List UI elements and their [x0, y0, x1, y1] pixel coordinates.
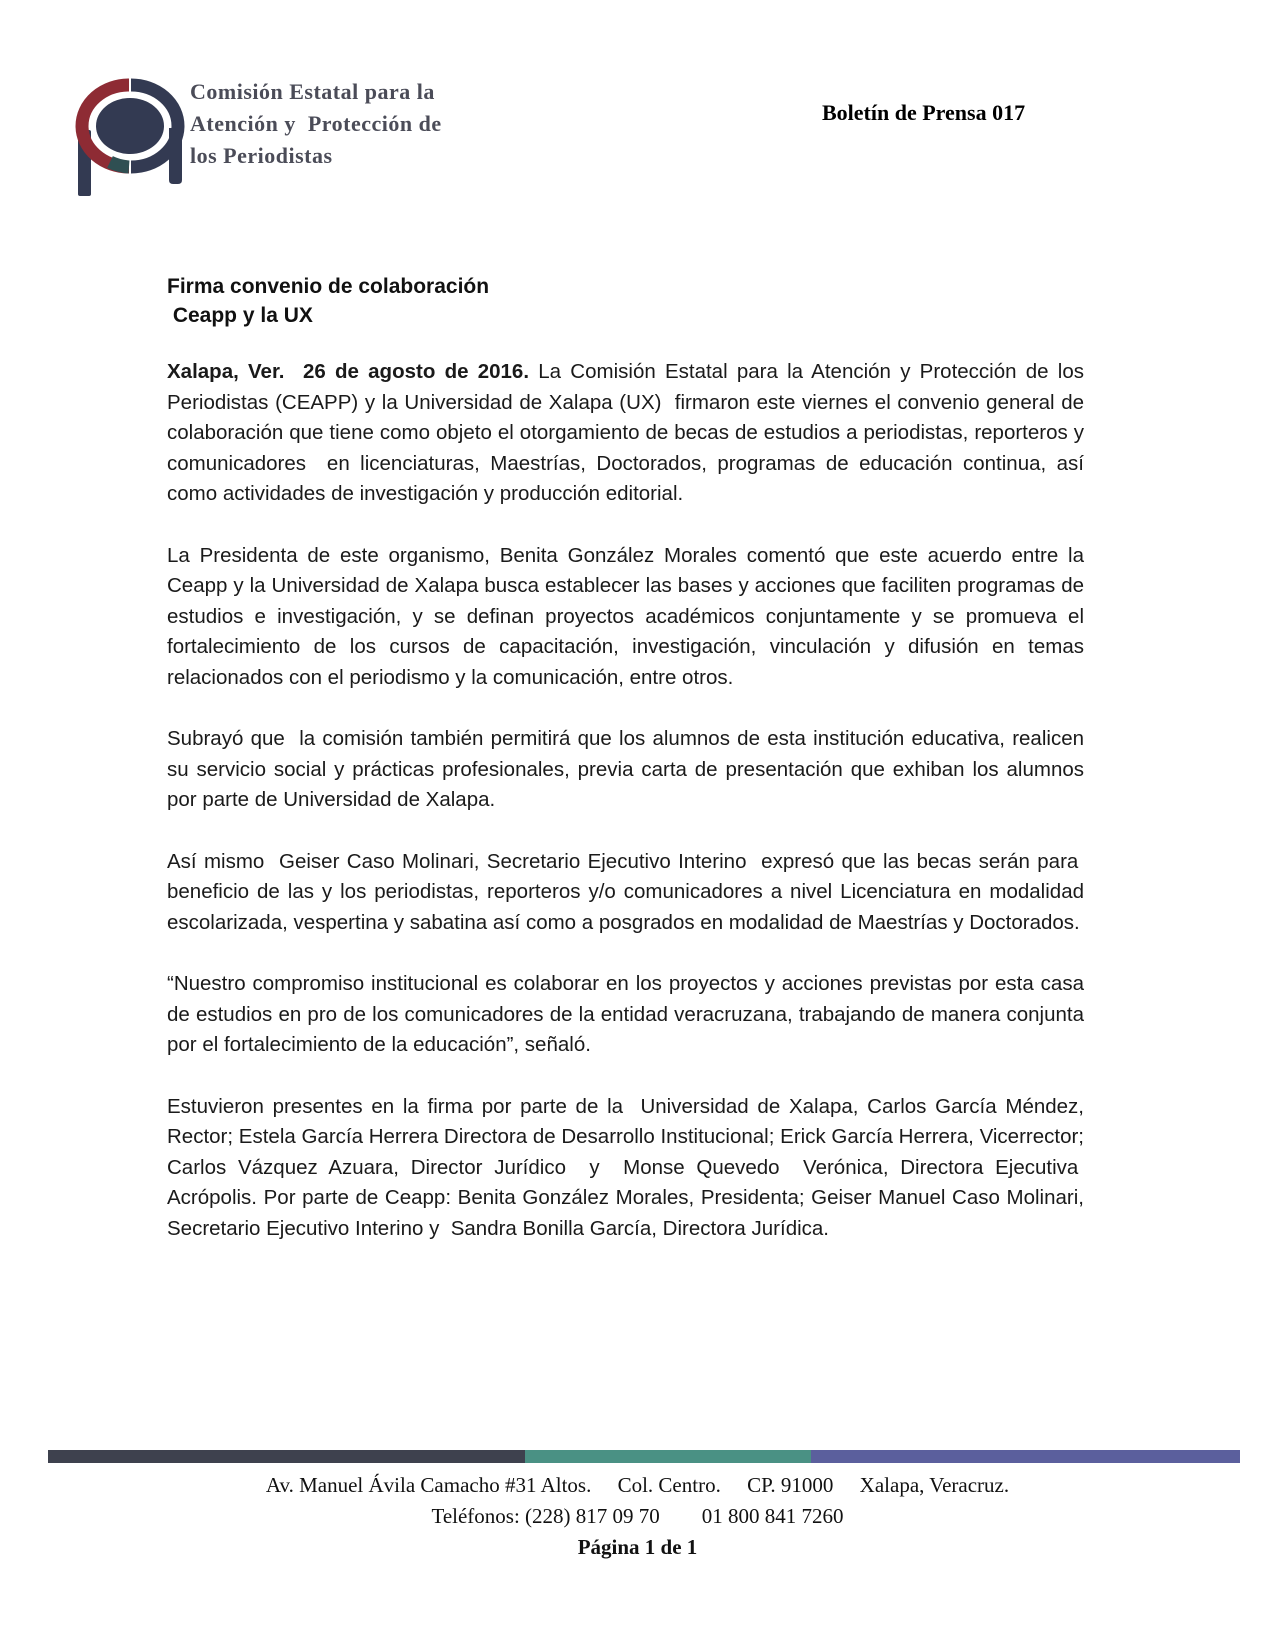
paragraph-6 [167, 1092, 1084, 1245]
footer-bar-segment-dark [48, 1450, 525, 1463]
document-body [167, 272, 1084, 1275]
org-name-line-3: los Periodistas [190, 143, 333, 168]
paragraph-3-text: Subrayó que la comisión también permitirá que los alumnos de esta institución educativa, realicen su servicio social y prácticas profesionales, previa carta de presentación que exhiban los alumnos por parte de Universidad de Xalapa. [167, 727, 1084, 811]
paragraph-3 [167, 724, 1084, 816]
paragraph-1-text: La Comisión Estatal para la Atención y Protección de los Periodistas (CEAPP) y la Universidad de Xalapa (UX) firmaron este viernes el convenio general de colaboración que tiene como objeto el otorgamiento de becas de estudios a periodistas, reporteros y comunicadores en licenciaturas, Maestrías, Doctorados, programas de educación continua, así como actividades de investigación y producción editorial. [167, 360, 1084, 505]
org-name-line-2: Atención y Protección de [190, 111, 442, 136]
footer-address: Av. Manuel Ávila Camacho #31 Altos. Col. Centro. CP. 91000 Xalapa, Veracruz. [265, 1473, 1010, 1497]
footer-bar-segment-purple [811, 1450, 1240, 1463]
bulletin-number: Boletín de Prensa 017 [822, 100, 1026, 125]
footer [0, 1470, 1275, 1563]
footer-page-number: Página 1 de 1 [577, 1535, 698, 1559]
paragraph-1-dateline: Xalapa, Ver. 26 de agosto de 2016. [167, 360, 539, 383]
document-title [167, 272, 1084, 330]
paragraph-5 [167, 969, 1084, 1061]
document-title-line-2: Ceapp y la UX [167, 304, 313, 327]
paragraph-6-text: Estuvieron presentes en la firma por parte de la Universidad de Xalapa, Carlos García Méndez, Rector; Estela García Herrera Directora de Desarrollo Institucional; Erick García Herrera, Vicerrector; Carlos Vázquez Azuara, Director Jurídico y Monse Quevedo Verónica, Directora Ejecutiva Acrópolis. Por parte de Ceapp: Benita González Morales, Presidenta; Geiser Manuel Caso Molinari, Secretario Ejecutivo Interino y Sandra Bonilla García, Directora Jurídica. [167, 1094, 1084, 1240]
paragraph-1 [167, 357, 1084, 510]
paragraph-2 [167, 541, 1084, 694]
document-title-line-1: Firma convenio de colaboración [167, 275, 490, 298]
org-name-line-1: Comisión Estatal para la [190, 79, 435, 104]
paragraph-5-text: “Nuestro compromiso institucional es colaborar en los proyectos y acciones previstas por esta casa de estudios en pro de los comunicadores de la entidad veracruzana, trabajando de manera conjunta por el fortalecimiento de la educación”, señaló. [167, 972, 1084, 1056]
footer-divider-bar [48, 1450, 1240, 1463]
footer-phones: Teléfonos: (228) 817 09 70 01 800 841 7260 [431, 1504, 844, 1528]
ceapp-logo-icon [74, 78, 186, 198]
paragraph-4-text: Así mismo Geiser Caso Molinari, Secretario Ejecutivo Interino expresó que las becas serán para beneficio de las y los periodistas, reporteros y/o comunicadores a nivel Licenciatura en modalidad escolarizada, vespertina y sabatina así como a posgrados en modalidad de Maestrías y Doctorados. [167, 849, 1084, 934]
footer-bar-segment-teal [525, 1450, 811, 1463]
paragraph-2-text: La Presidenta de este organismo, Benita González Morales comentó que este acuerdo entre la Ceapp y la Universidad de Xalapa busca establecer las bases y acciones que faciliten programas de estudios e investigación, y se definan proyectos académicos conjuntamente y se promueva el fortalecimiento de los cursos de capacitación, investigación, vinculación y difusión en temas relacionados con el periodismo y la comunicación, entre otros. [167, 543, 1084, 689]
org-name [190, 76, 442, 172]
paragraph-4 [167, 847, 1084, 939]
